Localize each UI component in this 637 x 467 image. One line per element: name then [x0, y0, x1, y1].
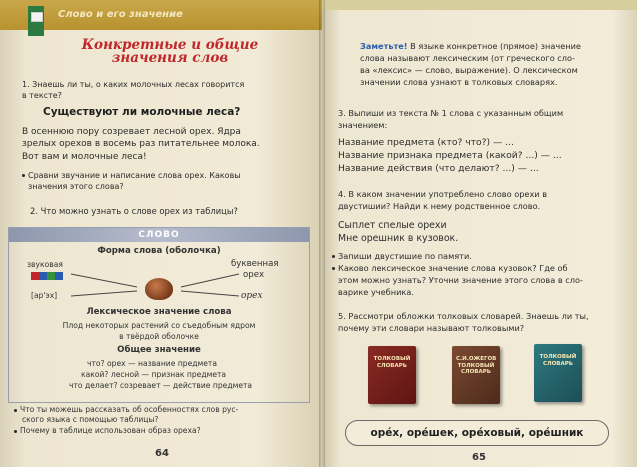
task-2: 2. Что можно узнать о слове орех из таблицы?: [30, 206, 238, 216]
poem-line1: Сыплет спелые орехи: [338, 220, 447, 231]
bookmark-icon: [28, 6, 44, 36]
bottom-question-1-cont: ского языка с помощью таблицы?: [22, 415, 159, 424]
letter-form-label: буквенная: [231, 259, 279, 269]
note-label: Заметьте!: [360, 41, 408, 51]
bottom-question-2: [14, 426, 201, 436]
book-spine: [319, 0, 325, 467]
word-form-heading: Форма слова (оболочка): [97, 246, 221, 256]
bottom-question-2-text: Почему в таблице использован образ ореха?: [20, 426, 201, 435]
general-meaning-q1: что? орех — название предмета: [87, 359, 218, 368]
bullet-1-text: Запиши двустишие по памяти.: [338, 251, 472, 261]
sound-scheme-icon: [31, 272, 63, 280]
task-4-line2: двустишии? Найди к нему родственное слово.: [338, 201, 541, 211]
note-line3: ва «лексис» — слово, выражение). О лексическом: [360, 65, 578, 75]
word-family-text: орéх, орéшек, орéховый, орéшник: [370, 427, 584, 439]
task-4-line1: 4. В каком значении употреблено слово орехи в: [338, 189, 548, 199]
bullet-2-text: Каково лексическое значение слова кузовок? Где об: [338, 263, 568, 273]
bullet-2-line1: [332, 263, 632, 274]
chapter-title: Слово и его значение: [58, 9, 183, 20]
lesson-title-line1: Конкретные и общие: [81, 37, 259, 53]
lexical-meaning-heading: Лексическое значение слова: [86, 307, 232, 317]
panel-header: [9, 228, 309, 242]
note-line2: слова называют лексическим (от греческого сло-: [360, 53, 575, 63]
story-title: Существуют ли молочные леса?: [43, 106, 241, 118]
bullet-2-line2: этом можно узнать? Уточни значение этого слова в сло-: [338, 275, 583, 285]
bullet-2-line3: варике учебника.: [338, 287, 414, 297]
panel-header-text: СЛОВО: [138, 230, 180, 240]
page-number-right: 65: [472, 452, 486, 463]
dictionary-cover-3-title: ТОЛКОВЫЙ СЛОВАРЬ: [539, 354, 577, 367]
note-line4: значении слова узнают в толковых словарях.: [360, 77, 558, 87]
task-5-line2: почему эти словари называют толковыми?: [338, 323, 525, 333]
bullet-icon: [22, 174, 25, 177]
story-line3: Вот вам и молочные леса!: [22, 152, 147, 162]
dictionary-cover-1: [368, 346, 416, 404]
note-text-1: В языке конкретное (прямое) значение: [410, 41, 581, 51]
general-meaning-q3: что делает? созревает — действие предмета: [69, 381, 253, 390]
story-line2: зрелых орехов в восемь раз питательнее молока.: [22, 139, 260, 149]
transcription: [ар'эх]: [31, 291, 58, 300]
top-band: [322, 0, 637, 10]
word-family-box: [345, 420, 609, 446]
task-3-item1: Название предмета (кто? что?) — ...: [338, 137, 514, 148]
general-meaning-q2: какой? лесной — признак предмета: [81, 370, 227, 379]
task-3-item3: Название действия (что делают? ...) — ...: [338, 163, 539, 174]
bullet-icon: [332, 255, 335, 258]
poem-line2: Мне орешник в кузовок.: [338, 233, 459, 244]
task-3-line1: 3. Выпиши из текста № 1 слова с указанным общим: [338, 108, 564, 118]
compare-line2: значения этого слова?: [28, 182, 124, 191]
task-1-line2: в тексте?: [22, 91, 62, 100]
task-3-item2: Название признака предмета (какой? ...) — ...: [338, 150, 562, 161]
dictionary-cover-1-title: ТОЛКОВЫЙ СЛОВАРЬ: [373, 356, 411, 369]
word-structure-panel: [8, 227, 310, 403]
story-line1: В осеннюю пору созревает лесной орех. Ядра: [22, 127, 241, 137]
nut-icon: [145, 278, 173, 300]
task-5-line1: 5. Рассмотри обложки толковых словарей. Знаешь ли ты,: [338, 311, 589, 321]
dictionary-cover-2-title: С.И.ОЖЕГОВ ТОЛКОВЫЙ СЛОВАРЬ: [456, 356, 497, 375]
sound-form-label: звуковая: [27, 260, 63, 269]
general-meaning-heading: Общее значение: [117, 345, 201, 355]
note-line1: [360, 41, 634, 52]
task-3-line2: значением:: [338, 120, 388, 130]
compare-line1: [22, 170, 318, 181]
bullet-1: [332, 251, 630, 262]
bullet-icon: [14, 430, 17, 433]
right-page: [322, 0, 637, 467]
bottom-question-1: [14, 405, 314, 415]
page-number-left: 64: [155, 448, 169, 459]
lexical-meaning-line1: Плод некоторых растений со съедобным ядром: [62, 321, 256, 330]
handwritten-word: орех: [241, 291, 263, 301]
bottom-question-1-text: Что ты можешь рассказать об особенностях слов рус-: [20, 405, 239, 414]
compare-text-1: Сравни звучание и написание слова орех. Каковы: [28, 171, 241, 180]
lesson-title-line2: значения слов: [111, 50, 229, 66]
task-1-line1: 1. Знаешь ли ты, о каких молочных лесах говорится: [22, 80, 245, 89]
bullet-icon: [332, 267, 335, 270]
letter-form-word: орех: [243, 270, 265, 280]
lexical-meaning-line2: в твёрдой оболочке: [119, 332, 199, 341]
bullet-icon: [14, 409, 17, 412]
dictionary-cover-2: [452, 346, 500, 404]
dictionary-cover-3: [534, 344, 582, 402]
